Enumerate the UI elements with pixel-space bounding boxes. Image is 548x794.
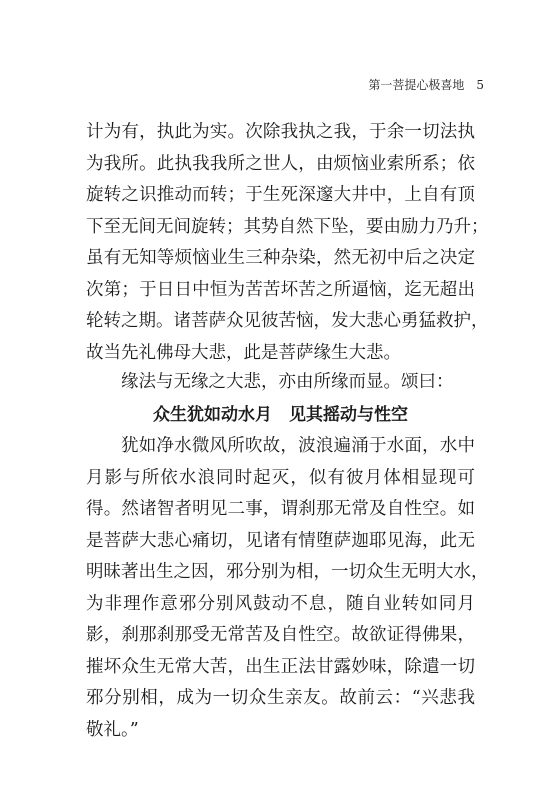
text-line: 邪分别相，成为一切众生亲友。故前云：“兴悲我: [86, 688, 475, 708]
page-number: 5: [476, 78, 484, 92]
text-line: 得。然诸智者明见二事，谓刹那无常及自性空。如: [86, 499, 475, 519]
paragraph-1: [86, 117, 489, 369]
text-line: 敬礼。”: [86, 719, 139, 740]
text-line: 是菩萨大悲心痛切，见诸有情堕萨迦耶见海，此无: [86, 530, 475, 551]
text-line: 旋转之识推动而转；于生死深邃大井中，上自有顶: [86, 185, 475, 205]
text-line: 明昧著出生之因，邪分别为相，一切众生无明大水，: [86, 562, 489, 582]
text-line: 影，刹那刹那受无常苦及自性空。故欲证得佛果，: [86, 625, 475, 645]
verse-heading: 众生犹如动水月 见其摇动与性空: [153, 405, 408, 425]
paragraph-3: [86, 431, 489, 746]
text-line: 犹如净水微风所吹故，波浪遍涌于水面，水中: [121, 436, 475, 456]
text-line: 轮转之期。诸菩萨众见彼苦恼，发大悲心勇猛救护，: [86, 311, 489, 331]
text-line: 次第；于日日中恒为苦苦坏苦之所逼恼，迄无超出: [86, 279, 475, 300]
text-line: 故当先礼佛母大悲，此是菩萨缘生大悲。: [86, 342, 401, 363]
text-line: 月影与所依水浪同时起灭，似有彼月体相显现可: [86, 467, 475, 488]
running-header: [368, 76, 484, 93]
paragraph-2: [86, 367, 475, 399]
text-line: 虽有无知等烦恼业生三种杂染，然无初中后之决定: [86, 248, 475, 268]
text-line: 下至无间无间旋转；其势自然下坠，要由励力乃升；: [86, 216, 489, 237]
text-line: 为非理作意邪分别风鼓动不息，随自业转如同月: [86, 593, 475, 614]
text-line: 摧坏众生无常大苦，出生正法甘露妙味，除遣一切: [86, 656, 475, 677]
text-line: 缘法与无缘之大悲，亦由所缘而显。颂曰：: [121, 372, 454, 392]
text-line: 为我所。此执我我所之世人，由烦恼业索所系；依: [86, 153, 475, 174]
text-line: 计为有，执此为实。次除我执之我，于余一切法执: [86, 122, 475, 142]
header-title: 第一菩提心极喜地: [368, 78, 465, 92]
